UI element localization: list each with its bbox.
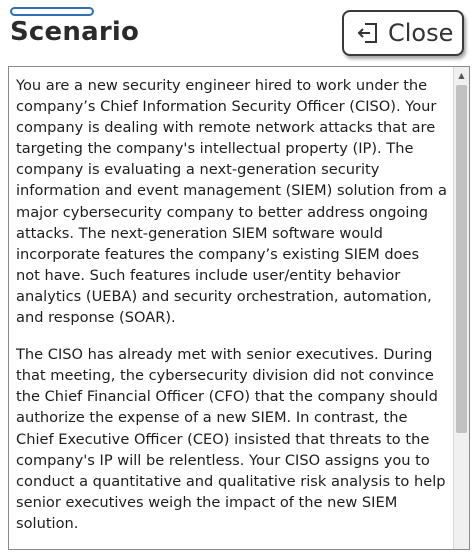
exit-door-arrow-icon: [356, 21, 380, 45]
triangle-up-icon[interactable]: ▲: [458, 70, 465, 80]
scenario-paragraph-2: The CISO has already met with senior executives. During that meeting, the cybersecurity division did not convince the Chief Financial Officer (CFO) that the company should authorize the expense of a new SIEM. In contrast, the Chief Executive Officer (CEO) insisted that threats to the company's IP will be relentless. Your CISO assigns you to conduct a quantitative and qualitative risk analysis to help senior executives weigh the impact of the new SIEM solution.: [16, 346, 446, 532]
scenario-scroll-area[interactable]: [9, 67, 453, 549]
scenario-content-panel: [8, 66, 470, 550]
scrollbar-thumb[interactable]: [456, 85, 467, 433]
close-button[interactable]: [342, 10, 464, 56]
close-label: Close: [388, 19, 454, 47]
modal-title: Scenario: [10, 17, 140, 47]
vertical-scrollbar[interactable]: [453, 67, 469, 549]
top-tab-indicator: [10, 7, 94, 16]
scenario-paragraph-1: You are a new security engineer hired to work under the company’s Chief Information Security Officer (CISO). Your company is dealing with remote network attacks that are targeting the company's intellectual property (IP). The company is evaluating a next-generation security information and event management (SIEM) solution from a major cybersecurity company to better address ongoing attacks. The next-generation SIEM software would incorporate features the company’s existing SIEM does not have. Such features include user/entity behavior analytics (UEBA) and security orchestration, automation, and response (SOAR).: [16, 77, 447, 327]
